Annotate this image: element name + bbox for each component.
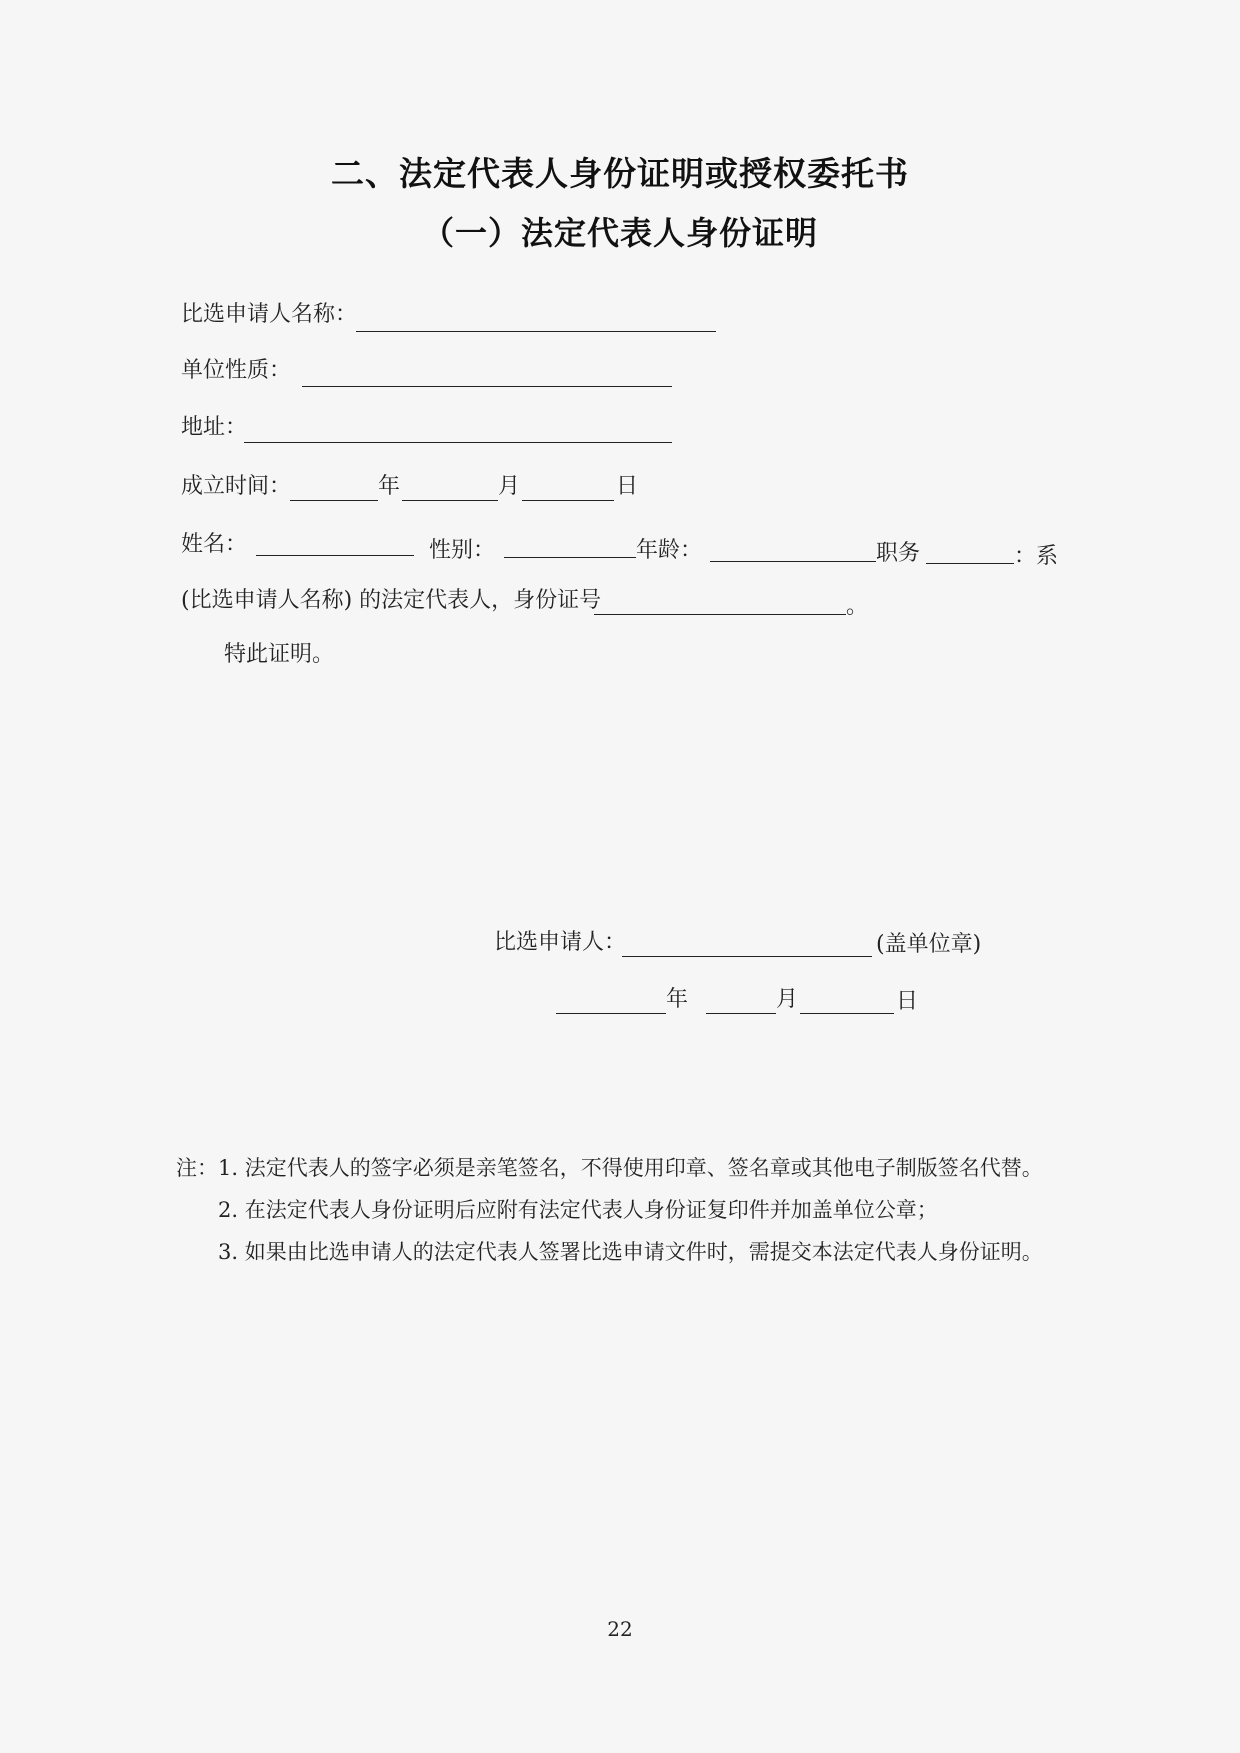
established-label: 成立时间： xyxy=(181,474,292,499)
notes-prefix: 注： xyxy=(176,1156,218,1180)
page-number: 22 xyxy=(607,1617,633,1641)
applicant-name-blank xyxy=(356,331,716,332)
unit-nature-label: 单位性质： xyxy=(181,358,292,383)
note-item-3: 3. 如果由比选申请人的法定代表人签署比选申请文件时，需提交本法定代表人身份证明。 xyxy=(218,1240,1043,1264)
established-month-label: 月 xyxy=(498,474,521,499)
signature-year-blank xyxy=(556,1013,666,1014)
applicant-signature-blank xyxy=(622,956,872,957)
age-blank xyxy=(710,561,876,562)
age-label: 年龄： xyxy=(636,538,703,563)
unit-nature-blank xyxy=(302,386,672,387)
signature-day-blank xyxy=(800,1013,894,1014)
signature-month-blank xyxy=(706,1013,776,1014)
position-blank xyxy=(926,563,1014,564)
applicant-signature-label: 比选申请人： xyxy=(494,930,627,955)
document-subtitle: （一）法定代表人身份证明 xyxy=(421,214,818,252)
is-suffix: ：系 xyxy=(1014,544,1059,569)
document-title: 二、法定代表人身份证明或授权委托书 xyxy=(331,154,909,193)
period-mark: 。 xyxy=(846,594,869,619)
seal-hint: (盖单位章) xyxy=(876,932,982,957)
note-item-1: 1. 法定代表人的签字必须是亲笔签名，不得使用印章、签名章或其他电子制版签名代替。 xyxy=(218,1156,1043,1180)
certify-text: 特此证明。 xyxy=(224,642,335,667)
position-label: 职务 xyxy=(876,541,921,566)
gender-label: 性别： xyxy=(429,538,496,563)
name-label: 姓名： xyxy=(181,532,248,557)
established-year-label: 年 xyxy=(378,474,401,499)
note-item-2: 2. 在法定代表人身份证明后应附有法定代表人身份证复印件并加盖单位公章； xyxy=(218,1198,938,1222)
id-number-blank xyxy=(594,614,846,615)
established-year-blank xyxy=(290,500,378,501)
established-month-blank xyxy=(402,500,498,501)
name-blank xyxy=(256,555,414,556)
signature-month-label: 月 xyxy=(776,987,799,1012)
gender-blank xyxy=(504,557,636,558)
address-label: 地址： xyxy=(181,415,248,440)
address-blank xyxy=(244,442,672,443)
legal-rep-text: (比选申请人名称) 的法定代表人，身份证号 xyxy=(181,588,602,613)
signature-year-label: 年 xyxy=(666,987,689,1012)
signature-day-label: 日 xyxy=(896,989,919,1014)
applicant-name-label: 比选申请人名称： xyxy=(181,302,358,327)
established-day-label: 日 xyxy=(616,474,639,499)
established-day-blank xyxy=(522,500,614,501)
